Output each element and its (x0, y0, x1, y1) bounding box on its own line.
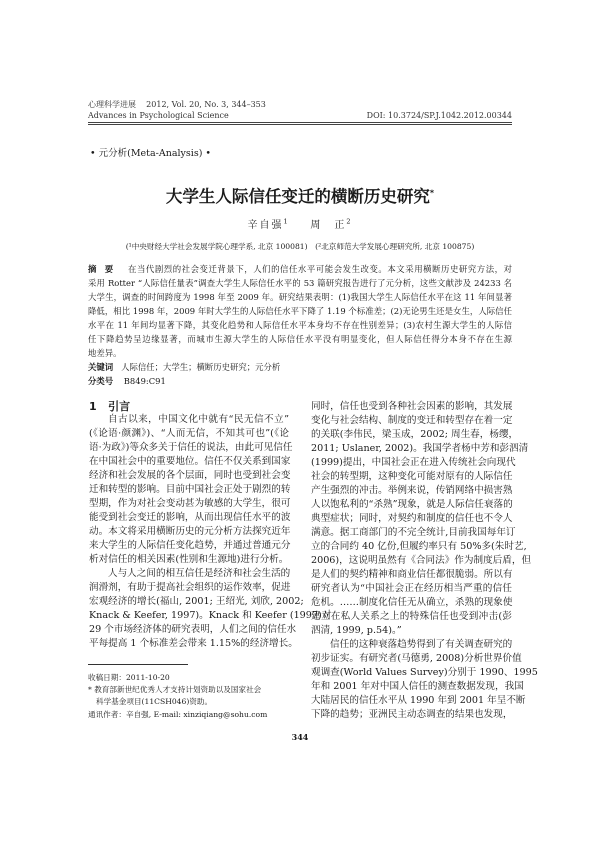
section-heading (89, 398, 130, 414)
body-text-line: (《论语·颜渊》)、“人而无信，不知其可也”(《论 (89, 428, 289, 439)
body-text-line: 大陆居民的信任水平从 1990 年到 2001 年呈不断 (311, 695, 526, 706)
body-text-line: 立的合同约 40 亿份,但履约率只有 50%多(朱时艺, (311, 541, 527, 552)
body-text-line: 语·为政》)等众多关于信任的说法，由此可见信任 (89, 442, 293, 453)
abstract-line: 在当代剧烈的社会变迁背景下，人们的信任水平可能会发生改变。本文采用横断历史研究方法，对 (128, 264, 512, 274)
journal-name-cn: 心理科学进展 (88, 100, 136, 109)
body-text-line: 观调查(World Values Survey)分别于 1990、1995 (311, 667, 538, 678)
body-text-line: 研究者认为“中国社会正在经历相当严重的信任 (311, 583, 512, 594)
body-text-line: 信任的这种衰落趋势得到了有关调查研究的 (330, 639, 513, 650)
footnote-rule (88, 664, 188, 665)
body-text-line: 是人们的契约精神和商业信任都很脆弱。所以有 (311, 569, 513, 580)
body-text-line: 动。本文将采用横断历史的元分析方法探究近年 (89, 526, 291, 537)
body-text-line: 泗清, 1999, p.54)。” (311, 625, 402, 636)
body-text-line: 宏观经济的增长(福山, 2001; 王绍光, 刘欣, 2002; (89, 596, 304, 607)
abstract-label: 摘 要 (88, 264, 114, 274)
body-text-line: 危机。……制度化信任无从确立，杀熟的现象使 (311, 597, 513, 608)
body-text-line: 人与人之间的相互信任是经济和社会生活的 (108, 568, 291, 579)
body-text-line: 自古以来，中国文化中就有“民无信不立” (108, 414, 289, 425)
body-text-line: 同时，信任也受到各种社会因素的影响，其发展 (311, 401, 513, 412)
keywords-text: 人际信任；大学生；横断历史研究；元分析 (121, 362, 281, 372)
author-name: 周 正 (310, 220, 347, 231)
body-text-line: 29 个市场经济体的研究表明，人们之间的信任水 (89, 624, 297, 635)
body-text-line: 社会的转型期，这种变化可能对原有的人际信任 (311, 471, 513, 482)
body-text-line: Knack & Keefer, 1997)。Knack 和 Keefer (1997)对 (89, 610, 332, 621)
title-footnote-mark: * (429, 188, 435, 198)
body-text-line: 能受到社会变迁的影响，从而出现信任水平的波 (89, 512, 291, 523)
body-text-line: 下降的趋势；亚洲民主动态调查的结果也发现， (311, 709, 513, 720)
body-text-line: 的关联(李伟民，梁玉成，2002; 周生春，杨缨， (311, 429, 519, 440)
column-tag: • 元分析(Meta-Analysis) • (90, 148, 212, 159)
correspondence: 通讯作者：辛自强, E-mail: xinziqiang@sohu.com (88, 710, 268, 719)
class-label: 分类号 (88, 376, 114, 386)
body-text-line: 在中国社会中的重要地位。信任不仅关系到国家 (89, 456, 291, 467)
keywords (88, 361, 280, 373)
body-text-line: 2011; Uslaner, 2002)。我国学者杨中芳和彭泗清 (311, 443, 529, 454)
paper-title (0, 183, 600, 207)
body-text-line: 变化与社会结构、制度的变迁和转型存在着一定 (311, 415, 513, 426)
journal-citation: 2012, Vol. 20, No. 3, 344–353 (146, 100, 266, 109)
affiliations: (¹中央财经大学社会发展学院心理学系, 北京 100081) (²北京师范大学发展心理研究所, 北京 100875) (125, 242, 475, 251)
body-text-line: 润滑剂，有助于提高社会组织的运作效率，促进 (89, 582, 291, 593)
header-rule (88, 122, 512, 123)
journal-header-cn (88, 99, 266, 110)
abstract-line: 地差异。 (88, 348, 122, 358)
funding-note: * 教育部新世纪优秀人才支持计划资助以及国家社会 (88, 685, 262, 694)
body-text-line: 平每提高 1 个标准差会带来 1.15%的经济增长。 (89, 638, 298, 649)
classification (88, 375, 166, 387)
abstract-line: 降低，相比 1998 年，2009 年时大学生的人际信任水平下降了 1.19 个标准差；(2)无论男生还是女生，人际信任 (88, 306, 512, 316)
body-text-line: 迁和转型的影响。目前中国社会正处于剧烈的转 (89, 484, 291, 495)
class-number: B849:C91 (123, 376, 166, 386)
section-number: 1 (89, 400, 97, 413)
abstract-line: 任下降趋势呈边缘显著，而城市生源大学生的人际信任水平没有明显变化，但人际信任得分本身不存在生源 (88, 334, 512, 344)
body-text-line: 人以饱私利的“杀熟”现象，就是人际信任衰落的 (311, 499, 513, 510)
body-text-line: 建立在私人关系之上的特殊信任也受到冲击(彭 (311, 611, 512, 622)
body-text-line: 2006)，这说明虽然有《合同法》作为制度后盾，但 (311, 555, 532, 566)
body-text-line: 型期，作为对社会变动甚为敏感的大学生，很可 (89, 498, 291, 509)
abstract-line: 水平在 11 年间均显著下降，其变化趋势和人际信任水平本身均不存在性别差异；(3)农村生源大学生的人际信 (88, 320, 512, 330)
body-text-line: (1999)提出，中国社会正在进入传统社会向现代 (311, 457, 516, 468)
abstract-line: 大学生，调查的时间跨度为 1998 年至 2009 年。研究结果表明：(1)我国大学生人际信任水平在这 11 年间显著 (88, 292, 512, 302)
section-title: 引言 (108, 400, 131, 413)
received-date: 收稿日期：2011-10-20 (88, 673, 170, 682)
abstract-line: 采用 Rotter “人际信任量表”调查大学生人际信任水平的 53 篇研究报告进行了元分析，这些文献涉及 24233 名 (88, 278, 512, 288)
author-affiliation-mark: 2 (346, 217, 353, 226)
author-affiliation-mark: 1 (283, 217, 290, 226)
body-text-line: 年和 2001 年对中国人信任的测查数据发现，我国 (311, 681, 524, 692)
journal-name-en: Advances in Psychological Science (88, 111, 229, 120)
title-text: 大学生人际信任变迁的横断历史研究 (165, 187, 430, 206)
authors (0, 216, 600, 231)
body-text-line: 析对信任的相关因素(性别和生源地)进行分析。 (89, 554, 289, 565)
author-name: 辛自强 (247, 220, 284, 231)
body-text-line: 满意。据工商部门的不完全统计,目前我国每年订 (311, 527, 516, 538)
header-rule-2 (88, 124, 512, 125)
doi: DOI: 10.3724/SP.J.1042.2012.00344 (366, 111, 512, 120)
body-text-line: 产生强烈的冲击。举例来说，传销网络中损害熟 (311, 485, 513, 496)
body-text-line: 初步证实。有研究者(马德勇, 2008)分析世界价值 (311, 653, 522, 664)
body-text-line: 经济和社会发展的各个层面，同时也受到社会变 (89, 470, 291, 481)
funding-note-cont: 科学基金项目(11CSH046)资助。 (96, 697, 213, 706)
keywords-label: 关键词 (88, 362, 114, 372)
page-number: 344 (291, 732, 309, 742)
body-text-line: 来大学生的人际信任变化趋势，并通过普通元分 (89, 540, 291, 551)
body-text-line: 典型症状；同时，对契约和制度的信任也不令人 (311, 513, 513, 524)
